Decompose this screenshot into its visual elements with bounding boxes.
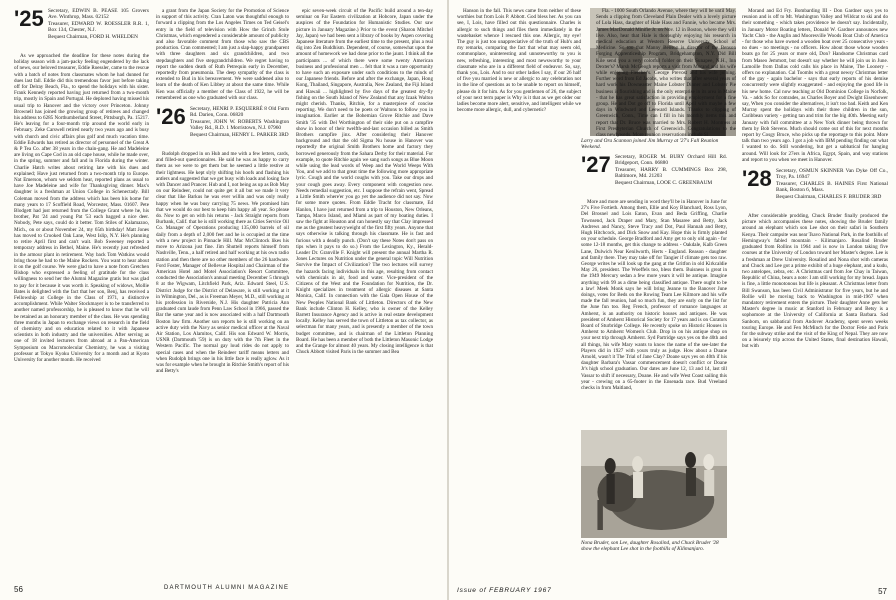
treasurer-line: Treasurer, HARRY B. CUMMINGS Box 298, Baltimore, Md. 21203 [615, 166, 727, 180]
treasurer-line: Treasurer, EDWARD W. ROESSLER R.R. 1, Box 134, Chester, N.J. [48, 20, 149, 34]
class-year: '26 [156, 104, 186, 130]
bequest-line: Bequest Chairman, LOOE C. GREENBAUM [615, 179, 713, 186]
class-notes-text: As we approached the deadline for these notes during the holiday season with a jam-packy feeling engendered by the lack of news, our beloved treasurer, Eddie Roessler, came to the rescue with a batch of notes from classmates whom he had dunned for dues last fall. Eddie did this tremendous favor just before taking off for Delray Beach, Fla., to spend the holidays with his sister. Frank Kennedy reported having just returned from a two-month trip, mostly in Spain and Portugal. He deplored having missed his usual trip to Hanover and the victory over Princeton. Johnny Brownell has joined the growing group of retirees and changed his address to 6285 Northumberland Street, Pittsburgh, Pa. 15217. He's leaving for a four-month trip around the world early in February. Zeke Carswell retired nearly two years ago and is busy with church and civic affairs plus golf and much vacation time. Eddie Edwards has retired as director of personnel of the Great A & P Tea Co. after 38 years in the chain-gang. He and Madeleine are living on Cape Cod in an old cape house, while he made over, in the spring, summer and fall and in Florida during the winter. Charlie Hatch writes about retiring late with his dues and explained; Have just returned from a two-month trip to Europe. Nat Emerson, whom we seldom hear, reported plans as usual to have Joe Madeleine and wife for Thanksgiving dinner. Max's daughter is a freshman at Union College in Schenectady. Bill Coleman moved from the address which has been his home for many years to 17 Scoffield Road, Worcester, Mass. 01607. Pete Blodgett had just returned from the College Grant where he, his brother, Pat '24 and young Pat '53 each bagged a nice deer. Nobody, Pete says, could do it better. Tom Stiles of Kalamazoo, Mich., on or about November 24, my 65th birthday! Matt Jones has moved to Crooked Oak Lane, West Islip, N.Y. He's planning to retire April first and can't wait. Bob Sweeney reported a temporary address in Bethel, Maine. He's recently just refreshed in the armour plant in retirement. Way back Tom Watkins would bring those he had to the Maine Rockers. You want to hear about it on the golf course. We were glad to have a note from Gretchen Bishop who expressed a feeling of gratitude for the class willingness to send her the Alumni Magazine gratis but was glad to pay for it because it was worth it. Speaking of widows, Mollie Bates is delighted with the fact that her son, Benj, has received a Fellowship at College in the Class of 1971, a distinctive accomplishment. While Walter Stockmayer is to be transferred to another named professorship, he is pleased to know that he will be retained as an honorary member of the class. He was spending three months in Japan to exchange views on research in the field of chemistry and on education related to it with Japanese scientists in both industry and the universities. After serving as one of 18 invited lecturers from abroad at a Pan-American Symposium on Macromolecular Chemistry, he was a visiting professor at Tokyo Kyoku University for a month and at Kyoto University for another month. He received [14, 53, 149, 363]
page-number: 56 [14, 585, 23, 594]
elephant-photo-caption: Nona Bruder, son Lee, daughter Rosalind, and Chuck Bruder '28 show the elephant Lee shot in the foothills of Kilimanjaro. [581, 540, 719, 553]
class-notes-text: After considerable prodding, Chuck Bruder finally produced the picture which accompanies these notes, showing the Bruder family around an elephant which son Lee shot on their safari in Southern Kenya. Their campsite was near Tsavo National Park, in the foothills of Hemingway's fabled mountain - Kilimanjaro. Rosalind Bruder graduated from Rollins in 1964 and is now in London taking five courses at the University of London toward her Master's degree. Lee is a freshman at Drew University. Rosalind and Nona shot with cameras and Chuck and Lee got a prime exhibit of a huge elephant, and a kudu, two antelopes, zebra, etc. A Christmas card from Joe Chay in Taiwan, Republic of China, bears a note: I am still working for my bread. Japan is fine, a little monotonous but life is pleasant. A Christmas letter from Bill Swanson, has been Civil Administrator for five years, but he and Rollie will be moving back to Washington in mid-1967 when mandatory retirement enters the picture. Their daughter Anne gets her Master's degree in music at Stanford in February and Betsy is a sophomore at the University of California at Santa Barbara. Sad Sanborn, on sabbatical from Andover Academy, spent seven weeks touring Europe. He and Fen McMinch for the Doctor Fetie and Paris for the subway strike and the visit of the King of Nepal. They are now on a leisurely trip across the United States, final destination Hawaii, but with [742, 213, 888, 350]
left-column-2 [156, 8, 289, 580]
right-column-3-main [596, 8, 736, 580]
left-column-1 [14, 8, 149, 580]
right-column-1 [457, 8, 581, 580]
class-header-28 [742, 168, 888, 208]
secretary-line: Secretary, HENRI P. ESQUERRÉ 8 Old Farm Rd. Darien, Conn. 06820 [190, 106, 289, 119]
bequest-line: Bequest Chairman, CHARLES F. BRUDER 3RD [776, 193, 882, 200]
class-notes-text: Fla. - 1000 South Orlando Avenue, where they will be until May. Sends a clipping from Cleveland Plain Dealer with a lovely picture of Lola Hass, daughter of Hale Hass and Fannie, who became Mrs. James MacDonald Minifie Jr. on Nov. 12 in Boston, where they will live. Also, hear that Hale is thoroughly enjoying his research in medical education at Western Reserve University School of Medicine. So too that Manny Benson is director of the Benson Forging Apprenticeship Program, Bridgehampton, N.Y. Did Bill Kile send you a very colorful folder on their Sunapee, N.H., Inn Dexter's? Marsh McGeogh reports a visit from Morand and his wife while enjoying Fletcher's. George Prevost and his wife joining. Further word from Ed Jacobs, who writes that after several years of hard work his Downeaster Maine Lobster Dinner and Lobster Pie business is flourishing and is the only enterprise in its area in Maine - that he has great satisfaction in providing employment for a fine group. He and Dot go off to Florida until April with maybe a few days in Windward and Leeward Islands. Thanks to clipping of Greenwich, Conn., Time can I fill in his monthly items this and report that Dr. Bruce was married to Mrs. Robert H. Montross at First Presbyterian Church of Greenwich. Congratulations to the class newlyweds. More reunion reservations include Si [596, 8, 736, 139]
right-footer [457, 587, 887, 594]
issue-date: Issue of FEBRUARY 1967 [457, 587, 552, 594]
class-officers [48, 8, 149, 40]
left-page [0, 0, 447, 600]
class-notes-text: Hanson in the fall. This news came from neither of these worthies but from Lois P. Abbott. God bless her. As you can see, I, Lois, have filled out this questionnaire. Charles is allergic to such things and files them immediately in the wastebasket whence I rescued this one. Allergic, my eye! The guy is just too unappreciative of the truth of Hub's and my remarks, comparing the fact that what may seem old, commonplace, uninteresting and unnoteworthy to you is new, refreshing, interesting and most newsworthy to your classmate who are in a different field of endeavor. So, say, thank you, Lois. And to our other ladies I say, if our 26 half of five you married is new or allergic to any celebration not in the line of questions as to be unable to report on himself, please do it for him. As for you gentlemen of 26, the subject of your next term paper is Why is it that as we get older our ladies become more alert, sensitive, and intelligent while we become more allergic, dull, and cybernetic? [457, 8, 581, 114]
right-column-4 [742, 8, 888, 580]
secretary-line: Secretary, EDWIN B. PEASE 105 Grovers Ave. Winthrop, Mass. 02152 [48, 8, 149, 21]
class-notes-text: epic seven-week circuit of the Pacific build around a ten-day seminar on Far Eastern civilization at Hobcore, Japan under the auspices of the Foundation for Humanistic Studies. Our saw picture in January Magazine.) Prior to the event (Sharon Mitchel Jay, Japan) we had been sent a library of books by Aspen covering Japanese literature from the earliest time to the present, plus a real dig into Zen Buddhism. Dependent, of course, somewhat upon the amount of homework we had done prior to the jaunt. I think all the participants ... of which there were some twenty American business and professional men ... felt that it was a rare opportunity to have such an exposure under such conditions to the minds of our Japanese friends. Before and after the exchange, Japan, Hong Kong, Thailand, Singapore, Australia, New Zealand, the Fiji Island and Hawaii ... highlighted by five days of the greatest dry-fly fishing on the South Island of New Zealand that any Izaak Walton might cherish. Thanks, Ritchie, for a masterpiece of concise reporting. We don't need to be poets or Waltons to follow you in imagination. Earlier at the Bohemian Grove Ritchie and Dave Smith '35 with Del Worthington of their side put on a campfire show in honor of their twelfth-and-last occasion billed as Smith Brothers campfire jinx. After considering their Hanover background and that the old Sigma Nu house in Hanover was reportedly the original Smith Brothers home and factory they borrowed generously from the Sahara Derby for their material. For example, to quote Ritchie again we sang such songs as Blue Moon while using the lead words of Weep and the World Weeps With You, and we add to that great time the following more appropriate lyric. Cough and the world coughs with you. Take our drops and your cough goes away. Every component with congestion now. Needs remedial suggestion, etc. I suppose the refrain went, Spread a Little Smith where'er you go yet the audience did not say. Now for some more quotes. From Eddie Tracht for classmate, Ed Hanlon, I have just returned from a trip to Houston, New Orleans, Tampa, Marco Island, and Miami as part of my boating duties. I saw the fight at Houston and can honestly say that Clay impressed me as the greatest heavyweight of the first fifty years. Anyone that says otherwise is talking through his classmate. He is fast and furious with a deadly punch. (Don't say these Notes don't pass on tips when it pays to do so.) From the Lexington, Ky., Herald-Leader Dr. Granville F. Knight will present the annual Martha R. Jones Lectures on Nutrition under the general topic Will Nutrition Survive the Impact of Civilization? The two lectures will survey the hazards facing individuals in this age, resulting from contact with chemicals in air, food and water. Vice-president of the Citizens of the West and the Foundation for Nutrition, the Dr. Knight specializes in treatment of allergic diseases at Santa Monica, Calif. In connection with the Gala Open House of the New Peoples National Bank of Littleton. Directors of the New Bank include Clinton H. Kelley, who is owner of the Kelley Barrett Insurance Agency and is active in real estate development locally. Kelley has served the town of Littleton as tax collector, as selectman for many years, and is presently a member of the town budget committee, and is chairman of the Littleton Planning Board. He has been a member of both the Littleton Masonic Lodge and the Grange for almost 40 years. My closing intelligence is that Chuck Abbott visited Paris in the summer and Bea [296, 8, 433, 356]
class-year: '27 [581, 154, 611, 177]
treasurer-line: Treasurer, CHARLES B. HAINES First National Bank, Boston 6, Mass. [776, 180, 888, 194]
secretary-line: Secretary, ROGER M. BURY Orchard Hill Rd. Bridgeport, Conn. 06880 [615, 154, 727, 167]
magazine-title: DARTMOUTH ALUMNI MAGAZINE [164, 585, 290, 591]
left-column-3 [296, 8, 433, 580]
class-header-26 [156, 106, 289, 146]
bequest-line: Bequest Chairman, FORD H. WHELDEN [48, 33, 138, 40]
reunion-photo-caption: Larry and Ora Scannon joined Jim Murray at '27's Fall Reunion Weekend. [581, 138, 719, 151]
class-officers [776, 168, 888, 200]
bequest-line: Bequest Chairman, HENRY L. PARKER 3RD [190, 131, 289, 138]
class-officers [190, 106, 289, 138]
left-footer [14, 585, 433, 594]
secretary-line: Secretary, OSMUN SKINNER Van Dyke Off Co., Troy, Pa. 16947 [776, 168, 888, 181]
class-year: '28 [742, 166, 772, 192]
treasurer-line: Treasurer, JOHN W. ROBERTS Washington Valley Rd., R.D. 1 Morristown, N.J. 07960 [190, 118, 289, 132]
class-year: '25 [14, 8, 44, 31]
class-notes-text: a grant from the Japan Society for the Promotion of Science in support of this activity. Cran Laton was thoughtful enough to forward a clipping from the Los Angeles Times on Ted Geisel's entry in the field of television with How the Grinch Stole Christmas, which engendered a considerable amount of publicity and also favorable comment from those who saw the CBS production. Cran commented; I am just a slap-happy grandparent with three daughters and six grandchildren, and two stepdaughters and five stepgrandchildren. We regret having to report the sudden death of Ruth Petrequin early in December, reportedly from pneumonia. The deep sympathy of the class is extended to Bud in his bereavement. We were saddened also to learn of the death of Ken Libbey at about the same time. While Ken was officially a member of the Class of 1922, he will be remembered as one who graduated with our class. [156, 8, 289, 101]
class-header-25 [14, 8, 149, 48]
page-number: 57 [878, 587, 887, 596]
class-notes-text: Rudolph dropped in on Hub and me with a few letters, cards, and filled-out questionnaires. He said he was as happy to carry them as we were to get them but he seemed a little restive at their lightness. He kept slyly shifting his hoofs and flashing his antlers and suggested that we get busy with loads and losing face with Dancer and Prancer. Hub and I, not being as up as Bob May on our Reindeer, could not quite get it all but we made it very clear that like Barkus he was ever willin and was only really happy when he was busy carrying 75 news. We promised him that we would do our best to keep him happy all year. So please do. Now to get on with his returns - Jack Straight reports from Burbank, Calif. that he is still working there as Cities Service Oil Co. Manager of Operations producing 135,000 barrels of oil daily from a depth of 2,000 feet and he is occupied at the time with a new project in Pinnacle Hill. Mac McClintock likes his move to Arizona just fine. Jim Shuttell reports himself from Nashville, Tenn., a half retired and half working at his own radio station and then there are no other members of the 26 hardware. Ford Foster, Manager of Bellevue Hospital and Chairman of the American Hotel and Motel Association's Resort Committee, conducted the Association's annual meeting December 5 through 8 at the Wigwam, Litchfield Park, Ariz. Edward Steel, U.S. District Judge for the District of Delaware, is still working at it in Wilmington, Del., as is Freeman Meyer, M.D., still working at his profession in Riverside, N.J. His daughter Patricia Ann graduated cum laude from Penn Law School in 1966, passed the Bar the same year and is now associated with a half Dartmouth Boston law firm. Another son reports he is still working on an active duty with the Navy as senior medical officer at the Naval Air Station, Los Alamitos, Calif. His son Edward W. Morris, USNR (Dartmouth '59) is on duty with the 7th Fleet in the Western Pacific. The normal gay loud rides do not apply to special cases and when the Reindeer tariff means letters and when Rudolph brings one in his little face is really aglow. As it was for example when he brought in Ritchie Smith's report of his and Betty's [156, 151, 289, 375]
class-notes-text: Morand and Ed Fry. Bombarding III - Don Gardner says yes to reunion and is off to Mt. Washington Valley and Wildcat to ski and do their something - which takes providence he doesn't say. Incidentally, in January Motor Boating letters, Donald W. Gardner announces new Yacht Club - the Anglin and Mooresville Woods Boat Club of America - for those who have owned a wooden boat over 25 consecutive years - no dues - no meetings - no officers. How about those whose wooden boats go for 25 years or more old, Don? Handsome Christmas card from Maseo Jemmott, but doesn't say whether he will join us in June. Lamoille from Dallas cold calls his place in Maine, The Loonery - offers no explanation. Cal Toombs with a great newsy Christmas letter of the gay - again bachelor - says that early reports of his demise concurrently were slightly exaggerated - and enjoying the good life in his new home. Cal now teaching at Old Dominion College in Norfolk, Va. - adds So for comrades, as Charles Boyer and Dwight Eisenhower say, When you consider the alternatives, it isn't too bad. Keith and Ken Murray spent the holidays with their three children in the sun, Caribbean variety - getting tan and trim for the big 40th. Meeting early January with full committee at a New York dinner being thrown for them by Bob Stevens. Much should come out of this for next months report by Cosgy Bruce, who picks up the reportage to this point. More talk than two years ago. I got a job with IBM pending finding out what I wanted to do. Still wondering, but get a sabbatical for hanging around. Will look for 27ers in Africa, Egypt, Spain, and way stations and report to you when we meet in Hanover. [742, 8, 888, 163]
class-notes-text: More and more are sending in word they'll be in Hanover in June for 27's Five Fortieth. Among them, Ellie and Koy Blanchard, Ross Lyon, Del Brosnel and Lois Eaton, Evan and Beda Griffing, Charlie Townsend, Jack Draper and Mary, Stan Masaree and Betty, Jack Andrews and Nancy, Steve Tracy and Dot, Paul Hannah and Betty, Hugh Hitchcock, and Dick Snow and Kay. Hope this is firmly planted on your schedule. George Bradford and Amy get to only old again - for some 12-18 months, get this change to address - Oakdale, Kalb Green Lane, Dulwich Near Kenilworth, Herts - England. Reason - daughter and family there. They may take off for Tangier if climate gets too raw. George writes he will look up the gang at the Gritfon in old Kirkcaldie May 26, president. The Woeffels too, bless them. Buisness is great in the 1949 Mercury sedan a few more years it will be antique. Imagine anything with 99 as a dime being classified antique. There ought to be a law! Meek Monk says he will bring Jeanne to the Banover June doings, votes for Beds on the Rowing Team Lee Kilmore and his wife made the fall reunion, had so much fun, they are early on the list for the June fun too. Reg French, professor of romance languages at Amherst, is an authority on historic houses and antiques. He was president of Amherst Historical Society for 17 years and is on Curators Board of Sturbridge College. He recently spoke on Historic Houses in Amherst to Amherst Women's Club. Drop in on his antique shop on your next trip through Amherst. Syd Partridge says yes on the 40th and all things, his wife Mary wants to know the name of the see-later the Players did in 1927 with yours truly as judge. How about a Duane Arnold, wasn't it The Trial of Jane Clay? Doane says yes on 40th if his daughter Barbara's Vassar commencement doesn't conflict or Doane Jr's high school graduation. Our dates are June 12, 13 and 14, last till Vassar to shift if necessary, Doane. He and wife West Coast sailing this year - crewing on a 65-footer in the Ensenada race. Bud Vreeland checks in from Maitland, [581, 199, 727, 392]
